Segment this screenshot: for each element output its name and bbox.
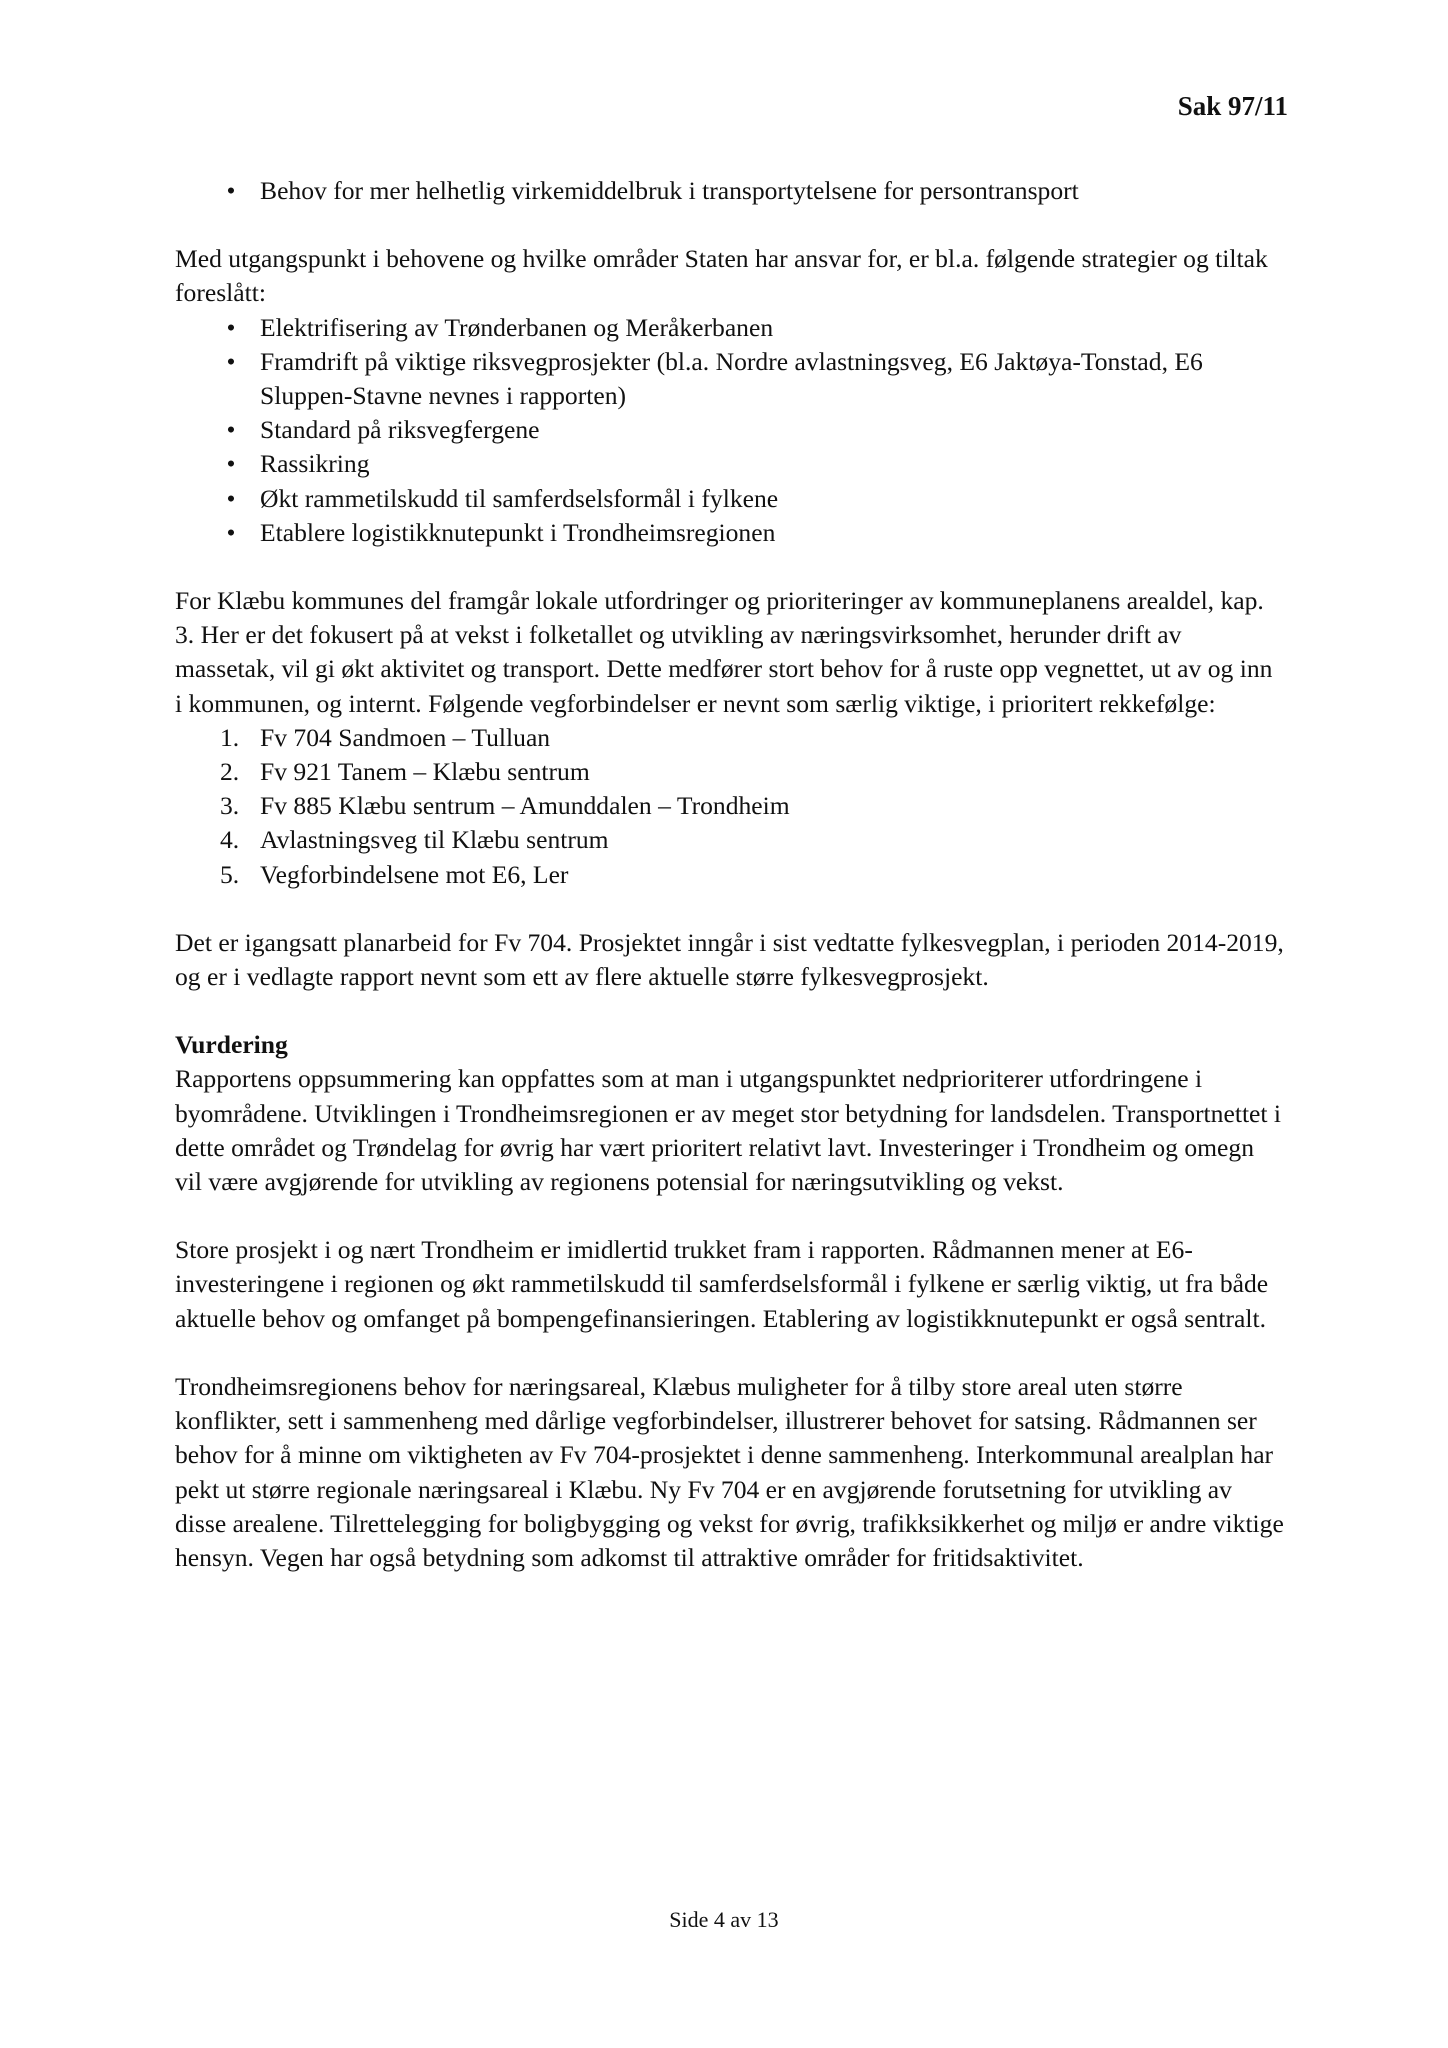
list-item-text: Vegforbindelsene mot E6, Ler bbox=[260, 859, 569, 889]
list-number: 1. bbox=[220, 722, 240, 752]
list-item-text: Fv 921 Tanem – Klæbu sentrum bbox=[260, 757, 590, 787]
assessment-paragraph-2: Store prosjekt i og nært Trondheim er imidlertid trukket fram i rapporten. Rådmannen mener at E6-investeringene i regionen og økt rammetilskudd til samferdselsformål i fylkene er særlig viktig, ut fra både aktuelle behov og omfanget på bompengefinansieringen. Etablering av logistikknutepunkt er også sentralt. bbox=[175, 1235, 1269, 1333]
list-item bbox=[175, 447, 1285, 481]
spacer bbox=[175, 892, 1285, 926]
page-content bbox=[175, 174, 1285, 1575]
list-item bbox=[175, 482, 1285, 516]
page-number: Side 4 av 13 bbox=[669, 1907, 779, 1932]
list-item bbox=[175, 858, 1285, 892]
list-item-text: Framdrift på viktige riksvegprosjekter (bl.a. Nordre avlastningsveg, E6 Jaktøya-Tonstad, E6 Sluppen-Stavne nevnes i rapporten) bbox=[260, 346, 1203, 411]
bullet-icon: • bbox=[226, 312, 236, 342]
bullet-icon: • bbox=[226, 346, 236, 376]
list-number: 3. bbox=[220, 791, 240, 821]
assessment-paragraph-1: Rapportens oppsummering kan oppfattes som at man i utgangspunktet nedprioriterer utfordringene i byområdene. Utviklingen i Trondheimsregionen er av meget stor betydning for landsdelen. Transportnettet i dette området og Trøndelag for øvrig har vært prioritert relativt lavt. Investeringer i Trondheim og omegn vil være avgjørende for utvikling av regionens potensial for næringsutvikling og vekst. bbox=[175, 1064, 1282, 1197]
list-item bbox=[175, 755, 1285, 789]
list-item bbox=[175, 789, 1285, 823]
bullet-icon: • bbox=[226, 449, 236, 479]
list-item-text: Avlastningsveg til Klæbu sentrum bbox=[260, 825, 609, 855]
list-item bbox=[175, 823, 1285, 857]
list-item-text: Fv 704 Sandmoen – Tulluan bbox=[260, 722, 551, 752]
bullet-icon: • bbox=[226, 415, 236, 445]
list-number: 5. bbox=[220, 859, 240, 889]
list-number: 4. bbox=[220, 825, 240, 855]
list-item-text: Behov for mer helhetlig virkemiddelbruk i transportytelsene for persontransport bbox=[260, 176, 1079, 205]
intro-bullet-list bbox=[175, 174, 1285, 208]
list-item bbox=[175, 516, 1285, 550]
list-item-text: Etablere logistikknutepunkt i Trondheimsregionen bbox=[260, 517, 776, 547]
strategies-paragraph: Med utgangspunkt i behovene og hvilke områder Staten har ansvar for, er bl.a. følgende strategier og tiltak foreslått: bbox=[175, 244, 1268, 308]
spacer bbox=[175, 208, 1285, 242]
list-item-text: Elektrifisering av Trønderbanen og Meråkerbanen bbox=[260, 312, 774, 342]
spacer bbox=[175, 1199, 1285, 1233]
list-item bbox=[175, 174, 1285, 208]
fv704-paragraph: Det er igangsatt planarbeid for Fv 704. Prosjektet inngår i sist vedtatte fylkesvegplan, i perioden 2014-2019, og er i vedlagte rapport nevnt som ett av flere aktuelle større fylkesvegprosjekt. bbox=[175, 927, 1284, 992]
case-reference: Sak 97/11 bbox=[1177, 91, 1288, 121]
section-heading: Vurdering bbox=[175, 1030, 288, 1060]
strategy-bullet-list bbox=[175, 311, 1285, 550]
list-item bbox=[175, 311, 1285, 345]
list-item-text: Rassikring bbox=[260, 449, 370, 479]
klaebu-paragraph: For Klæbu kommunes del framgår lokale utfordringer og prioriteringer av kommuneplanens arealdel, kap. 3. Her er det fokusert på at vekst i folketallet og utvikling av næringsvirksomhet, herunder drift av massetak, vil gi økt aktivitet og transport. Dette medfører stort behov for å ruste opp vegnettet, ut av og inn i kommunen, og internt. Følgende vegforbindelser er nevnt som særlig viktige, i prioritert rekkefølge: bbox=[175, 586, 1273, 718]
spacer bbox=[175, 550, 1285, 584]
list-item-text: Økt rammetilskudd til samferdselsformål i fylkene bbox=[260, 483, 779, 513]
list-item-text: Fv 885 Klæbu sentrum – Amunddalen – Trondheim bbox=[260, 791, 790, 821]
list-item-text: Standard på riksvegfergene bbox=[260, 415, 540, 445]
list-item bbox=[175, 721, 1285, 755]
spacer bbox=[175, 1336, 1285, 1370]
bullet-icon: • bbox=[226, 176, 236, 205]
assessment-paragraph-3: Trondheimsregionens behov for næringsareal, Klæbus muligheter for å tilby store areal uten større konflikter, sett i sammenheng med dårlige vegforbindelser, illustrerer behovet for satsing. Rådmannen ser behov for å minne om viktigheten av Fv 704-prosjektet i denne sammenheng. Interkommunal arealplan har pekt ut større regionale næringsareal i Klæbu. Ny Fv 704 er en avgjørende forutsetning for utvikling av disse arealene. Tilrettelegging for boligbygging og vekst for øvrig, trafikksikkerhet og miljø er andre viktige hensyn. Vegen har også betydning som adkomst til attraktive områder for fritidsaktivitet. bbox=[175, 1371, 1284, 1572]
list-item bbox=[175, 345, 1285, 413]
bullet-icon: • bbox=[226, 483, 236, 513]
list-item bbox=[175, 413, 1285, 447]
priority-list bbox=[175, 721, 1285, 892]
list-number: 2. bbox=[220, 757, 240, 787]
spacer bbox=[175, 994, 1285, 1028]
bullet-icon: • bbox=[226, 517, 236, 547]
